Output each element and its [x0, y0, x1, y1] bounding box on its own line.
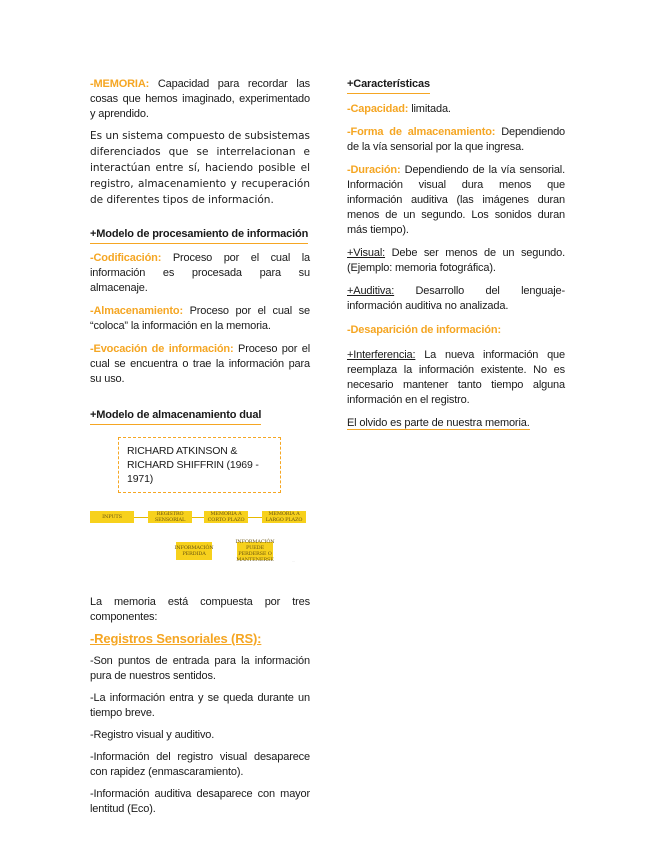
arrow-1	[134, 517, 148, 518]
visual-paragraph	[347, 246, 565, 276]
authors-box: RICHARD ATKINSON & RICHARD SHIFFRIN (1969 - 1971)	[118, 437, 281, 493]
evocacion-definition: Proceso por el cual se encuentra o trae la información para su uso.	[90, 343, 311, 385]
evocacion-term: -Evocación de información:	[90, 343, 234, 355]
forma-term: -Forma de almacenamiento:	[347, 126, 496, 138]
corto-plazo-node: MEMORIA A CORTO PLAZO	[204, 511, 248, 523]
largo-plazo-node: MEMORIA A LARGO PLAZO	[262, 511, 306, 523]
memory-model-diagram	[90, 511, 310, 571]
arrow-2	[192, 517, 204, 518]
interferencia-paragraph	[347, 348, 565, 408]
memoria-term: -MEMORIA:	[90, 78, 150, 90]
auditiva-definition: Desarrollo del lenguaje- información auditiva no analizada.	[347, 285, 566, 312]
codificacion-definition: Proceso por el cual la información es procesada para su almacenaje.	[90, 252, 311, 294]
rs-item-2: -La información entra y se queda durante un tiempo breve.	[90, 692, 310, 719]
componentes-intro: La memoria está compuesta por tres componentes:	[90, 596, 310, 623]
codificacion-term: -Codificación:	[90, 252, 162, 264]
almacenamiento-definition: Proceso por el cual se “coloca” la información en la memoria.	[90, 305, 310, 332]
diagram-note: ...	[292, 558, 295, 563]
auditiva-term: +Auditiva:	[347, 285, 395, 297]
forma-definition: Dependiendo de la vía sensorial por la que ingresa.	[347, 126, 565, 153]
duracion-term: -Duración:	[347, 164, 401, 176]
codificacion-paragraph	[90, 251, 310, 296]
olvido-note	[347, 416, 565, 431]
rs-item-5: -Información auditiva desaparece con mayor lentitud (Eco).	[90, 788, 310, 815]
duracion-paragraph	[347, 163, 565, 238]
forma-paragraph	[347, 125, 565, 155]
capacidad-paragraph	[347, 102, 565, 117]
modelo-procesamiento-heading: +Modelo de procesamiento de información	[90, 227, 308, 244]
informacion-perdida-node: INFORMACIÓN PERDIDA	[176, 542, 212, 560]
duracion-definition: Dependiendo de la vía sensorial. Información visual dura menos que información auditiva (las imágenes duran menos de un segundo. Los sonidos duran más tiempo).	[347, 164, 566, 236]
inputs-node: INPUTS	[90, 511, 134, 523]
almacenamiento-paragraph	[90, 304, 310, 334]
almacenamiento-term: -Almacenamiento:	[90, 305, 183, 317]
desaparicion-heading: -Desaparición de información:	[347, 324, 501, 336]
sistema-paragraph: Es un sistema compuesto de subsistemas diferenciados que se interrelacionan e interactúan entre sí, haciendo posible el registro, almacenamiento y recuperación de diferentes tipos de información.	[90, 130, 310, 206]
informacion-no-repasada-node: INFORMACIÓN PUEDE PERDERSE O MANTENERSE	[235, 539, 275, 563]
right-column	[347, 77, 565, 431]
evocacion-paragraph	[90, 342, 310, 387]
rs-item-1: -Son puntos de entrada para la información pura de nuestros sentidos.	[90, 655, 310, 682]
visual-term: +Visual:	[347, 247, 386, 259]
left-column	[90, 77, 310, 817]
auditiva-paragraph	[347, 284, 565, 314]
interferencia-definition: La nueva información que reemplaza la información existente. No es necesario mantener tanto tiempo alguna información en el registro.	[347, 349, 565, 406]
capacidad-term: -Capacidad:	[347, 103, 409, 115]
memoria-definition: Capacidad para recordar las cosas que hemos imaginado, experimentado y aprendido.	[90, 78, 311, 120]
visual-definition: Debe ser menos de un segundo. (Ejemplo: memoria fotográfica).	[347, 247, 566, 274]
rs-item-4: -Información del registro visual desaparece con rapidez (enmascaramiento).	[90, 751, 310, 778]
capacidad-definition: limitada.	[411, 103, 451, 115]
caracteristicas-heading: +Características	[347, 77, 430, 94]
rs-item-3: -Registro visual y auditivo.	[90, 729, 215, 741]
memoria-paragraph	[90, 77, 310, 122]
arrow-3	[248, 517, 262, 518]
rs-heading: -Registros Sensoriales (RS):	[90, 631, 262, 646]
modelo-dual-heading: +Modelo de almacenamiento dual	[90, 408, 261, 425]
olvido-text: El olvido es parte de nuestra memoria.	[347, 417, 530, 429]
interferencia-term: +Interferencia:	[347, 349, 416, 361]
registro-sensorial-node: REGISTRO SENSORIAL	[148, 511, 192, 523]
